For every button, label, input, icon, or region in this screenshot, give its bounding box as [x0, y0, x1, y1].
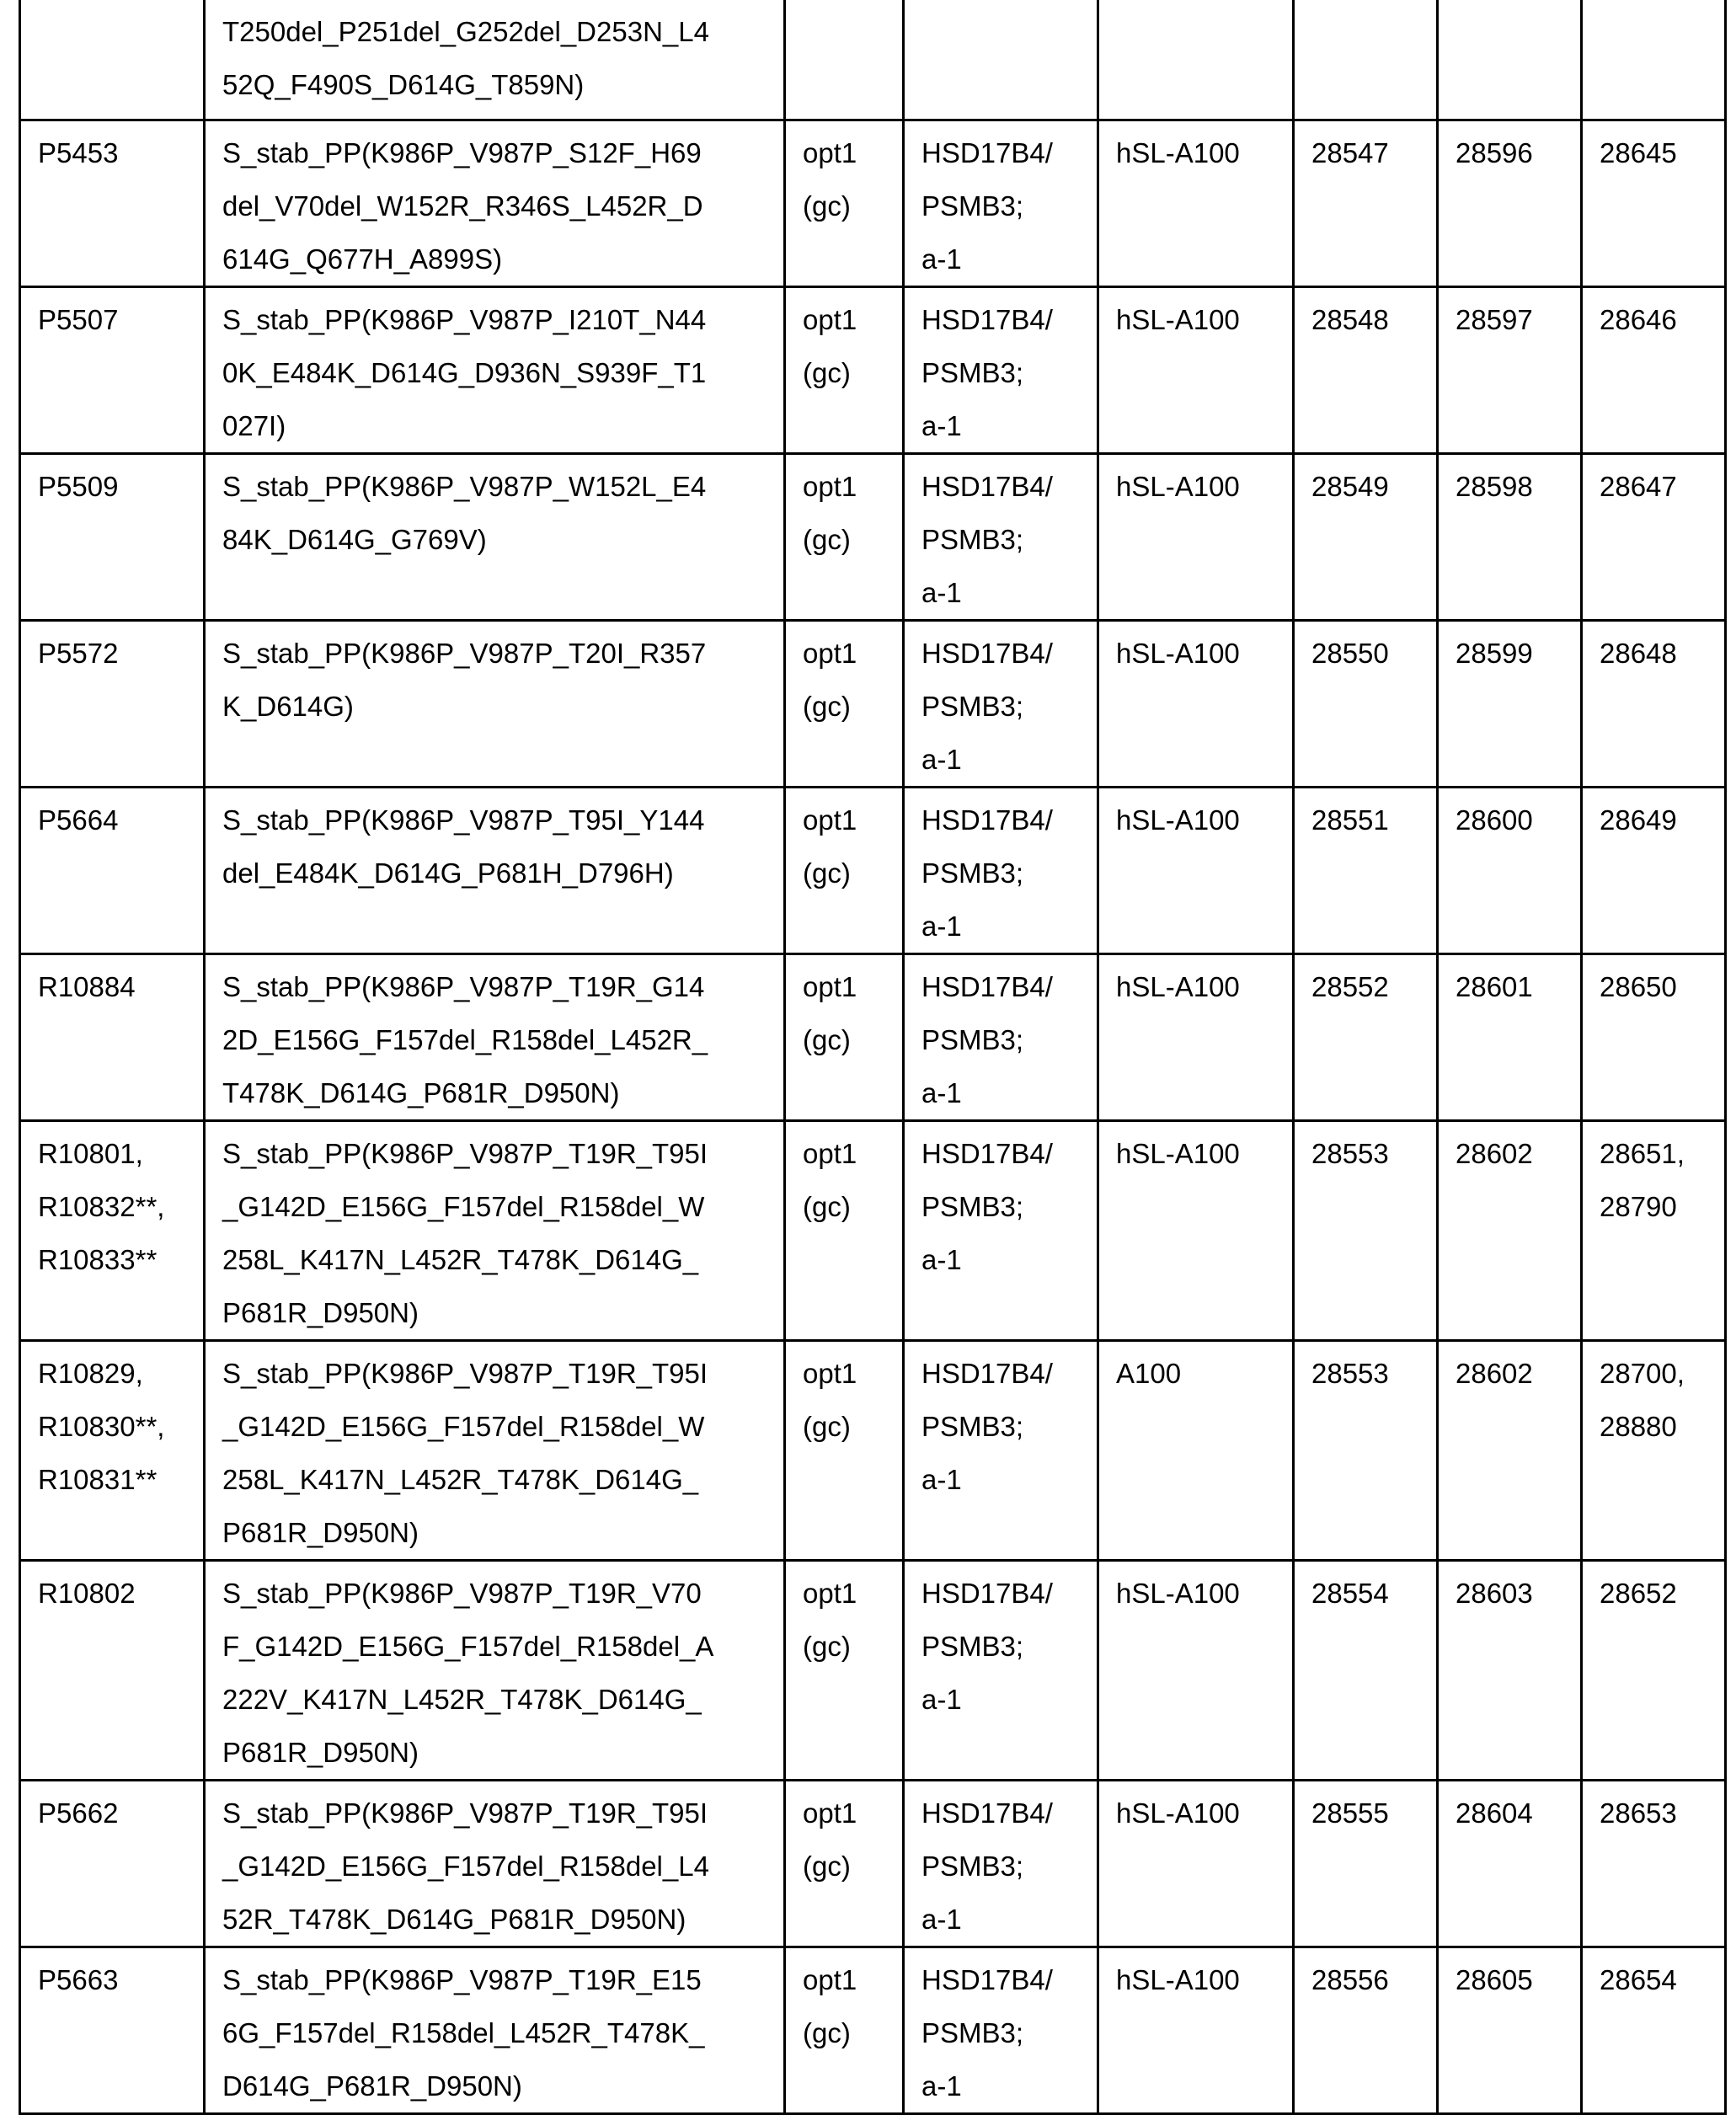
- codon-opt-cell: opt1 (gc): [785, 787, 904, 953]
- table-row: [20, 1560, 1726, 1780]
- seq-id-mrna-cell: [1582, 0, 1726, 120]
- utr5-cell: [904, 0, 1098, 120]
- utr3-cell: hSL-A100: [1098, 620, 1294, 787]
- table-row: [20, 286, 1726, 453]
- utr5-cell: HSD17B4/ PSMB3; a-1: [904, 453, 1098, 620]
- utr5-cell: HSD17B4/ PSMB3; a-1: [904, 1780, 1098, 1947]
- seq-id-mrna-cell: 28649: [1582, 787, 1726, 953]
- seq-id-protein-cell: 28556: [1294, 1947, 1438, 2113]
- antigen-construct-cell: S_stab_PP(K986P_V987P_T19R_V70 F_G142D_E156G_F157del_R158del_A 222V_K417N_L452R_T478K_D614G_ P681R_D950N): [205, 1560, 785, 1780]
- table-row: [20, 453, 1726, 620]
- construct-id-cell: [20, 0, 205, 120]
- construct-id-cell: P5663: [20, 1947, 205, 2113]
- seq-id-mrna-cell: 28653: [1582, 1780, 1726, 1947]
- antigen-construct-cell: S_stab_PP(K986P_V987P_S12F_H69 del_V70del_W152R_R346S_L452R_D 614G_Q677H_A899S): [205, 120, 785, 286]
- seq-id-mrna-cell: 28652: [1582, 1560, 1726, 1780]
- antigen-construct-cell: T250del_P251del_G252del_D253N_L4 52Q_F490S_D614G_T859N): [205, 0, 785, 120]
- antigen-construct-cell: S_stab_PP(K986P_V987P_W152L_E4 84K_D614G_G769V): [205, 453, 785, 620]
- seq-id-mrna-cell: 28647: [1582, 453, 1726, 620]
- seq-id-cds-cell: 28599: [1438, 620, 1582, 787]
- codon-opt-cell: opt1 (gc): [785, 1340, 904, 1560]
- seq-id-protein-cell: [1294, 0, 1438, 120]
- seq-id-protein-cell: 28549: [1294, 453, 1438, 620]
- table-row: [20, 1947, 1726, 2113]
- construct-id-cell: R10884: [20, 953, 205, 1120]
- codon-opt-cell: opt1 (gc): [785, 1780, 904, 1947]
- seq-id-mrna-cell: 28654: [1582, 1947, 1726, 2113]
- utr3-cell: A100: [1098, 1340, 1294, 1560]
- table-row: [20, 1780, 1726, 1947]
- antigen-construct-cell: S_stab_PP(K986P_V987P_T19R_T95I _G142D_E156G_F157del_R158del_W 258L_K417N_L452R_T478K_D614G_ P681R_D950N): [205, 1340, 785, 1560]
- construct-id-cell: P5507: [20, 286, 205, 453]
- table-row: [20, 953, 1726, 1120]
- utr5-cell: HSD17B4/ PSMB3; a-1: [904, 787, 1098, 953]
- table-row: [20, 1340, 1726, 1560]
- seq-id-mrna-cell: 28646: [1582, 286, 1726, 453]
- utr3-cell: hSL-A100: [1098, 120, 1294, 286]
- utr3-cell: hSL-A100: [1098, 953, 1294, 1120]
- codon-opt-cell: [785, 0, 904, 120]
- antigen-construct-cell: S_stab_PP(K986P_V987P_T19R_E15 6G_F157del_R158del_L452R_T478K_ D614G_P681R_D950N): [205, 1947, 785, 2113]
- table-row: [20, 1120, 1726, 1340]
- utr5-cell: HSD17B4/ PSMB3; a-1: [904, 953, 1098, 1120]
- seq-id-cds-cell: 28602: [1438, 1120, 1582, 1340]
- seq-id-protein-cell: 28547: [1294, 120, 1438, 286]
- seq-id-protein-cell: 28551: [1294, 787, 1438, 953]
- codon-opt-cell: opt1 (gc): [785, 1560, 904, 1780]
- table-row: [20, 0, 1726, 120]
- seq-id-mrna-cell: 28700, 28880: [1582, 1340, 1726, 1560]
- seq-id-protein-cell: 28554: [1294, 1560, 1438, 1780]
- seq-id-cds-cell: 28602: [1438, 1340, 1582, 1560]
- table-row: [20, 620, 1726, 787]
- utr3-cell: hSL-A100: [1098, 286, 1294, 453]
- utr3-cell: hSL-A100: [1098, 1560, 1294, 1780]
- utr5-cell: HSD17B4/ PSMB3; a-1: [904, 120, 1098, 286]
- utr5-cell: HSD17B4/ PSMB3; a-1: [904, 620, 1098, 787]
- construct-id-cell: P5572: [20, 620, 205, 787]
- codon-opt-cell: opt1 (gc): [785, 1120, 904, 1340]
- table-row: [20, 787, 1726, 953]
- construct-id-cell: P5664: [20, 787, 205, 953]
- antigen-construct-cell: S_stab_PP(K986P_V987P_I210T_N44 0K_E484K_D614G_D936N_S939F_T1 027I): [205, 286, 785, 453]
- codon-opt-cell: opt1 (gc): [785, 620, 904, 787]
- antigen-construct-cell: S_stab_PP(K986P_V987P_T19R_T95I _G142D_E156G_F157del_R158del_W 258L_K417N_L452R_T478K_D614G_ P681R_D950N): [205, 1120, 785, 1340]
- antigen-construct-cell: S_stab_PP(K986P_V987P_T19R_G14 2D_E156G_F157del_R158del_L452R_ T478K_D614G_P681R_D950N): [205, 953, 785, 1120]
- utr5-cell: HSD17B4/ PSMB3; a-1: [904, 1340, 1098, 1560]
- utr5-cell: HSD17B4/ PSMB3; a-1: [904, 1947, 1098, 2113]
- seq-id-cds-cell: 28600: [1438, 787, 1582, 953]
- construct-id-cell: R10802: [20, 1560, 205, 1780]
- seq-id-cds-cell: 28596: [1438, 120, 1582, 286]
- seq-id-protein-cell: 28555: [1294, 1780, 1438, 1947]
- antigen-construct-cell: S_stab_PP(K986P_V987P_T19R_T95I _G142D_E156G_F157del_R158del_L4 52R_T478K_D614G_P681R_D950N): [205, 1780, 785, 1947]
- table-row: [20, 120, 1726, 286]
- seq-id-protein-cell: 28553: [1294, 1120, 1438, 1340]
- seq-id-mrna-cell: 28650: [1582, 953, 1726, 1120]
- seq-id-cds-cell: 28604: [1438, 1780, 1582, 1947]
- seq-id-protein-cell: 28552: [1294, 953, 1438, 1120]
- construct-id-cell: R10829, R10830**, R10831**: [20, 1340, 205, 1560]
- codon-opt-cell: opt1 (gc): [785, 120, 904, 286]
- utr3-cell: hSL-A100: [1098, 787, 1294, 953]
- utr3-cell: hSL-A100: [1098, 1947, 1294, 2113]
- seq-id-cds-cell: 28597: [1438, 286, 1582, 453]
- utr3-cell: [1098, 0, 1294, 120]
- utr3-cell: hSL-A100: [1098, 1780, 1294, 1947]
- codon-opt-cell: opt1 (gc): [785, 453, 904, 620]
- seq-id-cds-cell: 28601: [1438, 953, 1582, 1120]
- seq-id-cds-cell: [1438, 0, 1582, 120]
- construct-table: [19, 0, 1727, 2115]
- codon-opt-cell: opt1 (gc): [785, 953, 904, 1120]
- utr5-cell: HSD17B4/ PSMB3; a-1: [904, 1560, 1098, 1780]
- utr5-cell: HSD17B4/ PSMB3; a-1: [904, 286, 1098, 453]
- construct-id-cell: P5453: [20, 120, 205, 286]
- construct-id-cell: P5509: [20, 453, 205, 620]
- construct-id-cell: P5662: [20, 1780, 205, 1947]
- codon-opt-cell: opt1 (gc): [785, 286, 904, 453]
- seq-id-mrna-cell: 28645: [1582, 120, 1726, 286]
- antigen-construct-cell: S_stab_PP(K986P_V987P_T20I_R357 K_D614G): [205, 620, 785, 787]
- seq-id-protein-cell: 28548: [1294, 286, 1438, 453]
- seq-id-mrna-cell: 28648: [1582, 620, 1726, 787]
- utr3-cell: hSL-A100: [1098, 453, 1294, 620]
- utr3-cell: hSL-A100: [1098, 1120, 1294, 1340]
- seq-id-cds-cell: 28598: [1438, 453, 1582, 620]
- seq-id-cds-cell: 28605: [1438, 1947, 1582, 2113]
- seq-id-protein-cell: 28550: [1294, 620, 1438, 787]
- utr5-cell: HSD17B4/ PSMB3; a-1: [904, 1120, 1098, 1340]
- seq-id-protein-cell: 28553: [1294, 1340, 1438, 1560]
- seq-id-cds-cell: 28603: [1438, 1560, 1582, 1780]
- seq-id-mrna-cell: 28651, 28790: [1582, 1120, 1726, 1340]
- codon-opt-cell: opt1 (gc): [785, 1947, 904, 2113]
- antigen-construct-cell: S_stab_PP(K986P_V987P_T95I_Y144 del_E484K_D614G_P681H_D796H): [205, 787, 785, 953]
- construct-id-cell: R10801, R10832**, R10833**: [20, 1120, 205, 1340]
